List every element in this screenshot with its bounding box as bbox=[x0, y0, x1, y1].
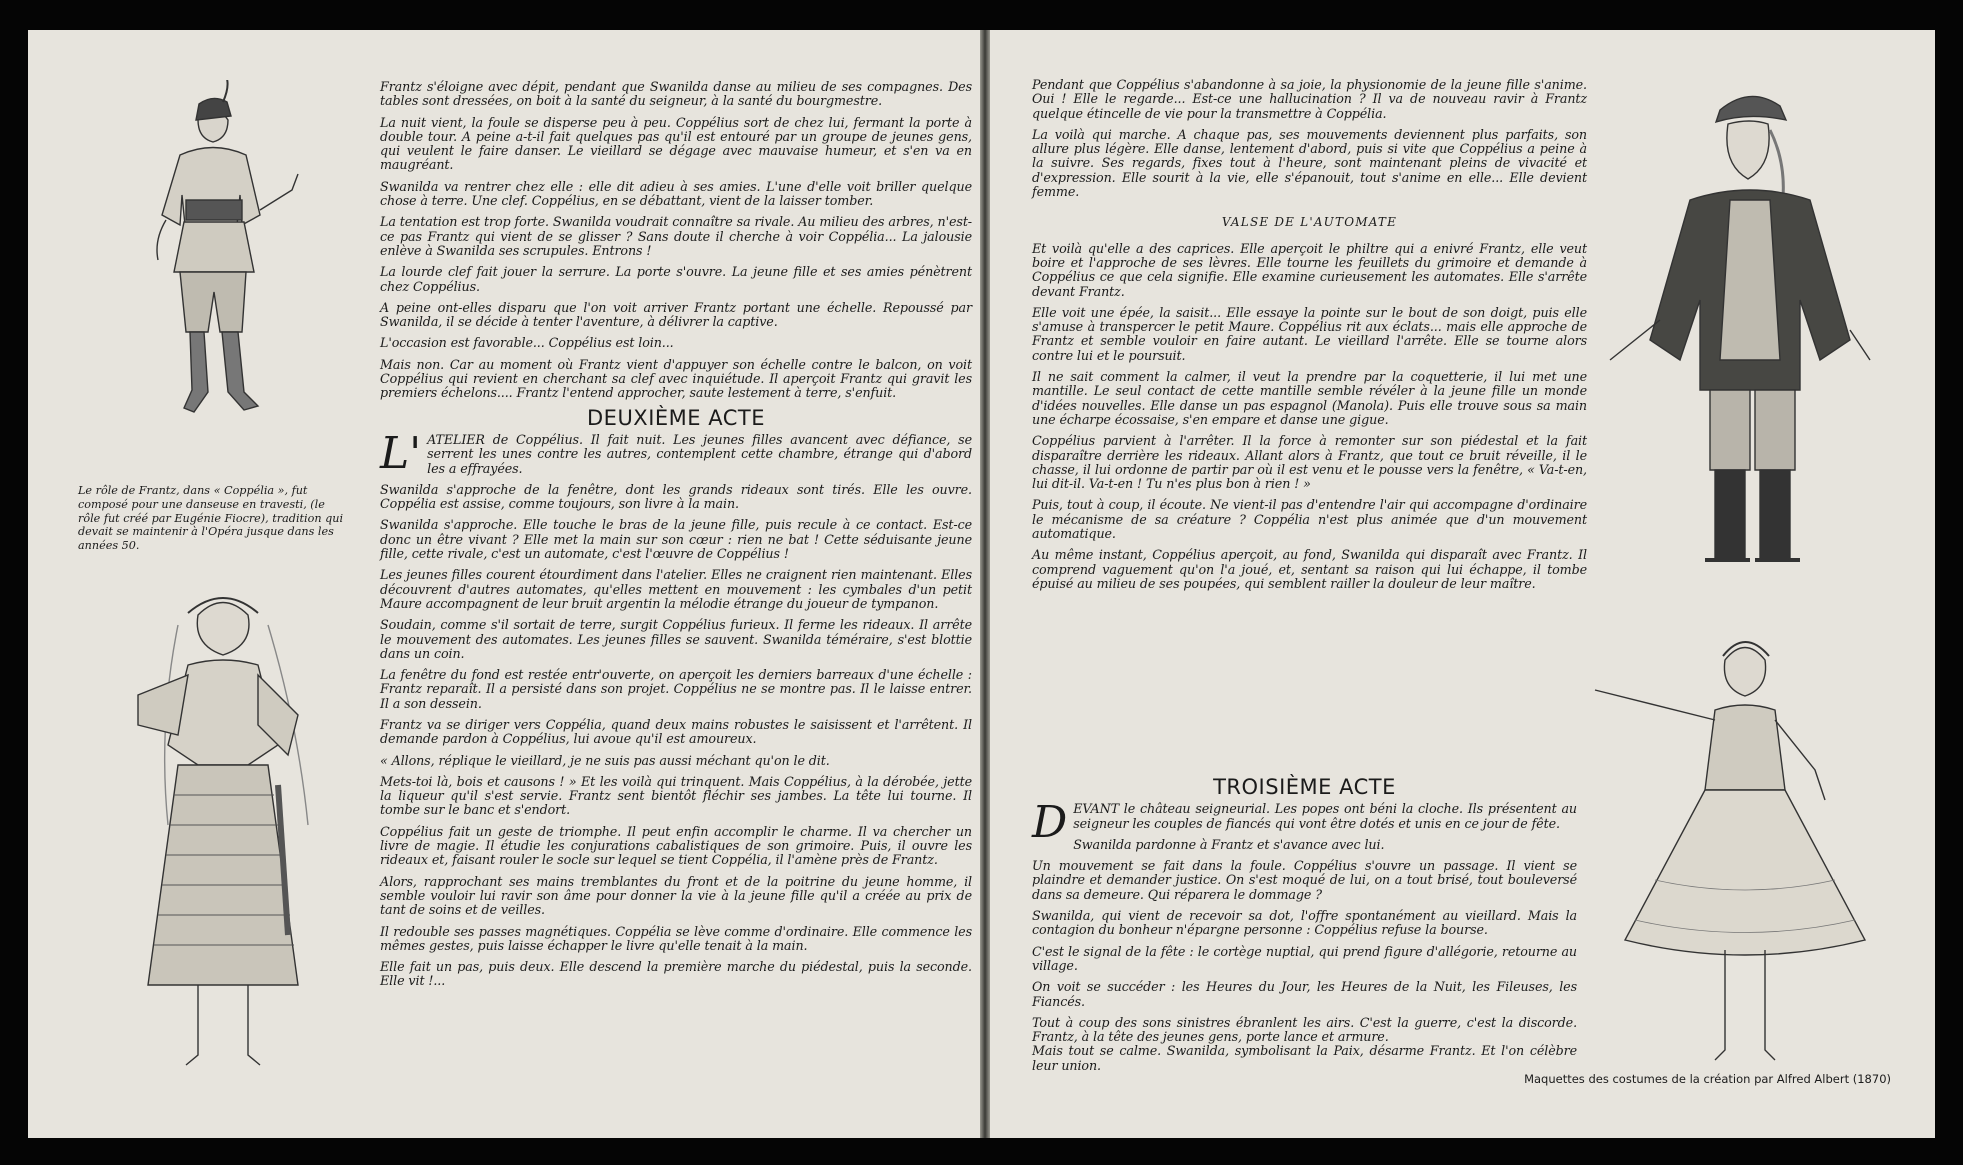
illustration-credit: Maquettes des costumes de la création par Alfred Albert (1870) bbox=[1524, 1072, 1891, 1086]
paragraph: Puis, tout à coup, il écoute. Ne vient-il pas d'entendre l'air qui accompagne d'ordinaire le mécanisme de sa créature ? Coppélia n'est plus animée que d'un mouvement automatique. bbox=[1032, 497, 1587, 542]
paragraph: Au même instant, Coppélius aperçoit, au fond, Swanilda qui disparaît avec Frantz. Il comprend vaguement qu'on l'a joué, et, sentant sa raison qui lui échappe, il tombe épuisé au milieu de ses poupées, qui semblent railler la douleur de leur maître. bbox=[1032, 547, 1587, 591]
act3-heading: TROISIÈME ACTE bbox=[1213, 775, 1396, 799]
paragraph: Mais tout se calme. Swanilda, symbolisant la Paix, désarme Frantz. Et l'on célèbre leur union. bbox=[1032, 1043, 1577, 1073]
coppelius-costume-illustration bbox=[1600, 80, 1900, 590]
paragraph: Mais non. Car au moment où Frantz vient d'appuyer son échelle contre le balcon, on voit Coppélius qui revient en cherchant sa clef avec inquiétude. Il aperçoit Frantz qui gravit les premiers échelons.... Frantz l'entend approcher, saute lestement à terre, s'enfuit. bbox=[380, 356, 972, 401]
paragraph: Frantz s'éloigne avec dépit, pendant que Swanilda danse au milieu de ses compagnes. Des tables sont dressées, on boit à la santé du seigneur, à la santé du bourgmestre. bbox=[380, 79, 972, 109]
paragraph: Swanilda s'approche. Elle touche le bras de la jeune fille, puis recule à ce contact. Est-ce donc un être vivant ? Elle met la main sur son cœur : rien ne bat ! Cette séduisante jeune fille, cette rivale, c'est un automate, c'est l'œuvre de Coppélius ! bbox=[380, 517, 972, 562]
paragraph: « Allons, réplique le vieillard, je ne suis pas aussi méchant qu'on le dit. bbox=[380, 752, 830, 768]
frantz-caption: Le rôle de Frantz, dans « Coppélia », fut composé pour une danseuse en travesti, (le rôle fut créé par Eugénie Fiocre), tradition qui devait se maintenir à l'Opéra jusque dans les années 50. bbox=[78, 484, 344, 553]
act3-text-column bbox=[1032, 770, 1577, 1080]
right-page bbox=[990, 30, 1935, 1138]
swanilda-costume-illustration bbox=[78, 585, 368, 1125]
paragraph: Coppélius parvient à l'arrêter. Il la force à remonter sur son piédestal et la fait disparaître derrière les rideaux. Allant alors à Frantz, que tout ce bruit réveille, il le chasse, il lui ordonne de partir par où il est venu et le pousse vers la fenêtre, « Va-t-en, lui dit-il. Va-t-en ! Tu n'es plus bon à rien ! » bbox=[1032, 433, 1587, 492]
paragraph: Swanilda s'approche de la fenêtre, dont les grands rideaux sont tirés. Elle les ouvre. Coppélia est assise, comme toujours, son livre à la main. bbox=[380, 481, 972, 512]
paragraph: Mets-toi là, bois et causons ! » Et les voilà qui trinquent. Mais Coppélius, à la dérobée, jette la liqueur qu'il s'est servie. Frantz sent bientôt fléchir ses jambes. La tête lui tourne. Il tombe sur le banc et s'endort. bbox=[380, 773, 972, 818]
left-text-column bbox=[380, 80, 972, 996]
paragraph: Il ne sait comment la calmer, il veut la prendre par la coquetterie, il lui met une mantille. Le seul contact de cette mantille semble révéler à la jeune fille un monde d'idées nouvelles. Elle danse un pas espagnol (Manola). Puis elle trouve sous sa main une écharpe écossaise, s'en empare et danse une gigue. bbox=[1032, 369, 1587, 427]
valse-heading: VALSE DE L'AUTOMATE bbox=[1221, 215, 1398, 230]
paragraph: La voilà qui marche. A chaque pas, ses mouvements deviennent plus parfaits, son allure plus légère. Elle danse, lentement d'abord, puis si vite que Coppélius a peine à la suivre. Ses regards, fixes tout à l'heure, sont maintenant pleins de vivacité et d'expression. Elle sourit à la vie, elle s'épanouit, tout s'anime en elle... Elle devient femme. bbox=[1032, 126, 1587, 200]
paragraph: Alors, rapprochant ses mains tremblantes du front et de la poitrine du jeune homme, il semble vouloir lui ravir son âme pour donner la vie à la jeune fille qu'il a créée au prix de tant de soins et de veilles. bbox=[380, 873, 972, 918]
act2-heading: DEUXIÈME ACTE bbox=[587, 405, 765, 430]
paragraph: Swanilda pardonne à Frantz et s'avance avec lui. bbox=[1073, 836, 1385, 852]
paragraph: C'est le signal de la fête : le cortège nuptial, qui prend figure d'allégorie, retourne au village. bbox=[1032, 943, 1577, 973]
paragraph: Elle voit une épée, la saisit... Elle essaye la pointe sur le bout de son doigt, puis elle s'amuse à transpercer le petit Maure. Coppélius rit aux éclats... mais elle approche de Frantz et semble vouloir en faire autant. Le vieillard l'arrête. Elle se tourne alors contre lui et le poursuit. bbox=[1032, 304, 1587, 363]
coppelia-costume-illustration bbox=[1575, 620, 1910, 1090]
right-text-column bbox=[1032, 78, 1587, 598]
frantz-costume-illustration bbox=[98, 80, 328, 470]
book-spine bbox=[980, 30, 990, 1138]
paragraph: DEVANT le château seigneurial. Les popes ont béni la cloche. Ils présentent au seigneur les couples de fiancés qui vont être dotés et unis en ce jour de fête. bbox=[1032, 797, 1577, 849]
paragraph: L'ATELIER de Coppélius. Il fait nuit. Les jeunes filles avancent avec défiance, se serrent les unes contre les autres, contemplent cette chambre, étrange qui d'abord les a effrayées. bbox=[380, 427, 972, 479]
left-page bbox=[28, 30, 980, 1138]
paragraph: Les jeunes filles courent étourdiment dans l'atelier. Elles ne craignent rien maintenant. Elles découvrent d'autres automates, qu'elles mettent en mouvement : les cymbales d'un petit Maure accompagnent de leur bruit argentin la mélodie étrange du joueur de tympanon. bbox=[380, 567, 972, 611]
paragraph: Il redouble ses passes magnétiques. Coppélia se lève comme d'ordinaire. Elle commence les mêmes gestes, puis laisse échapper le livre qu'elle tenait à la main. bbox=[380, 923, 972, 953]
paragraph: Frantz va se diriger vers Coppélia, quand deux mains robustes le saisissent et l'arrêtent. Il demande pardon à Coppélius, lui avoue qu'il est amoureux. bbox=[380, 716, 972, 747]
paragraph: Tout à coup des sons sinistres ébranlent les airs. C'est la guerre, c'est la discorde. Frantz, à la tête des jeunes gens, porte lance et armure. bbox=[1032, 1014, 1577, 1045]
paragraph: L'occasion est favorable... Coppélius est loin... bbox=[380, 335, 674, 351]
paragraph: La fenêtre du fond est restée entr'ouverte, on aperçoit les derniers barreaux d'une échelle : Frantz reparaît. Il a persisté dans son projet. Coppélius ne se montre pas. Il le laisse entrer. Il a son dessein. bbox=[380, 667, 972, 711]
paragraph: On voit se succéder : les Heures du Jour, les Heures de la Nuit, les Fileuses, les Fiancés. bbox=[1032, 979, 1577, 1009]
paragraph: Un mouvement se fait dans la foule. Coppélius s'ouvre un passage. Il vient se plaindre et demander justice. On s'est moqué de lui, on a tout brisé, tout bouleversé dans sa demeure. Qui réparera le dommage ? bbox=[1032, 858, 1577, 902]
paragraph: La nuit vient, la foule se disperse peu à peu. Coppélius sort de chez lui, fermant la porte à double tour. A peine a-t-il fait quelques pas qu'il est entouré par un groupe de jeunes gens, qui veulent le faire danser. Le vieillard se dégage avec mauvaise humeur, et s'en va en maugréant. bbox=[380, 114, 972, 173]
paragraph: Pendant que Coppélius s'abandonne à sa joie, la physionomie de la jeune fille s'anime. Oui ! Elle le regarde... Est-ce une hallucination ? Il va de nouveau ravir à Frantz quelque étincelle de vie pour la transmettre à Coppélia. bbox=[1032, 77, 1587, 121]
paragraph: La lourde clef fait jouer la serrure. La porte s'ouvre. La jeune fille et ses amies pénètrent chez Coppélius. bbox=[380, 264, 972, 294]
paragraph: Swanilda, qui vient de recevoir sa dot, l'offre spontanément au vieillard. Mais la contagion du bonheur n'épargne personne : Coppélius refuse la bourse. bbox=[1032, 908, 1577, 938]
paragraph: Elle fait un pas, puis deux. Elle descend la première marche du piédestal, puis la seconde. Elle vit !... bbox=[380, 959, 972, 989]
paragraph: Swanilda va rentrer chez elle : elle dit adieu à ses amies. L'une d'elle voit briller quelque chose à terre. Une clef. Coppélius, en se débattant, vient de la laisser tomber. bbox=[380, 178, 972, 209]
paragraph: La tentation est trop forte. Swanilda voudrait connaître sa rivale. Au milieu des arbres, n'est-ce pas Frantz qui vient de se glisser ? Sans doute il cherche à voir Coppélia... La jalousie enlève à Swanilda ses scrupules. Entrons ! bbox=[380, 214, 972, 258]
paragraph: Soudain, comme s'il sortait de terre, surgit Coppélius furieux. Il ferme les rideaux. Il arrête le mouvement des automates. Les jeunes filles se sauvent. Swanilda téméraire, s'est blottie dans un coin. bbox=[380, 617, 972, 661]
paragraph: A peine ont-elles disparu que l'on voit arriver Frantz portant une échelle. Repoussé par Swanilda, il se décide à tenter l'aventure, à délivrer la captive. bbox=[380, 299, 972, 330]
paragraph: Coppélius fait un geste de triomphe. Il peut enfin accomplir le charme. Il va chercher un livre de magie. Il étudie les conjurations cabalistiques de son grimoire. Puis, il ouvre les rideaux et, faisant rouler le socle sur lequel se tient Coppélia, il l'amène près de Frantz. bbox=[380, 823, 972, 868]
paragraph: Et voilà qu'elle a des caprices. Elle aperçoit le philtre qui a enivré Frantz, elle veut boire et l'approche de ses lèvres. Elle tourne les feuillets du grimoire et demande à Coppélius ce que cela signifie. Elle examine curieusement les automates. Elle s'arrête devant Frantz. bbox=[1032, 240, 1587, 299]
